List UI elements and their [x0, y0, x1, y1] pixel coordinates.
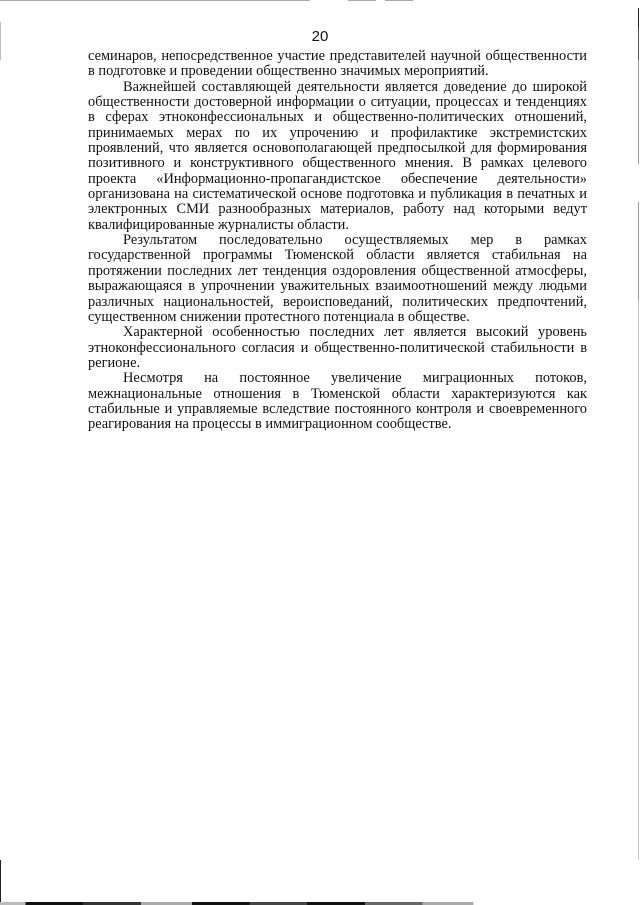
- scan-edge-right: [638, 8, 639, 28]
- page-number: 20: [311, 28, 329, 45]
- scan-edge-right: [638, 202, 639, 300]
- scan-edge-top: [348, 0, 376, 1]
- paragraph-characteristic: Характерной особенностью последних лет является высокий уровень этноконфессионального согласия и общественно-политической стабильности в регионе.: [88, 324, 587, 371]
- paragraph-seminars: семинаров, непосредственное участие представителей научной общественности в подготовке и проведении общественно значимых мероприятий.: [88, 48, 587, 80]
- scan-edge-left: [0, 860, 1, 905]
- paragraph-information: Важнейшей составляющей деятельности является доведение до широкой общественности достоверной информации о ситуации, процессах и тенденциях в сферах этноконфессиональных и общественно-политических отношений, принимаемых мерах по их упрочению и профилактике экстремистских проявлений, что является основополагающей предпосылкой для формирования позитивного и конструктивного общественного мнения. В рамках целевого проекта «Информационно-пропагандистское обеспечение деятельности» организована на систематической основе подготовка и публикация в печатных и электронных СМИ разнообразных материалов, работу над которыми ведут квалифицированные журналисты области.: [88, 78, 587, 233]
- scan-edge-right: [638, 60, 639, 164]
- paragraph-results: Результатом последовательно осуществляемых мер в рамках государственной программы Тюменской области является стабильная на протяжении последних лет тенденция оздоровления общественной атмосферы, выражающаяся в упрочнении уважительных взаимоотношений между людьми различных национальностей, вероисповеданий, политических предпочтений, существенном снижении протестного потенциала в обществе.: [88, 232, 587, 325]
- document-body: [88, 49, 587, 433]
- scan-edge-right: [638, 300, 639, 860]
- paragraph-migration: Несмотря на постоянное увеличение миграционных потоков, межнациональные отношения в Тюменской области характеризуются как стабильные и управляемые вследствие постоянного контроля и своевременного реагирования на процессы в иммиграционном сообществе.: [88, 370, 587, 433]
- scan-edge-top: [0, 0, 310, 1]
- scan-edge-top: [385, 0, 413, 1]
